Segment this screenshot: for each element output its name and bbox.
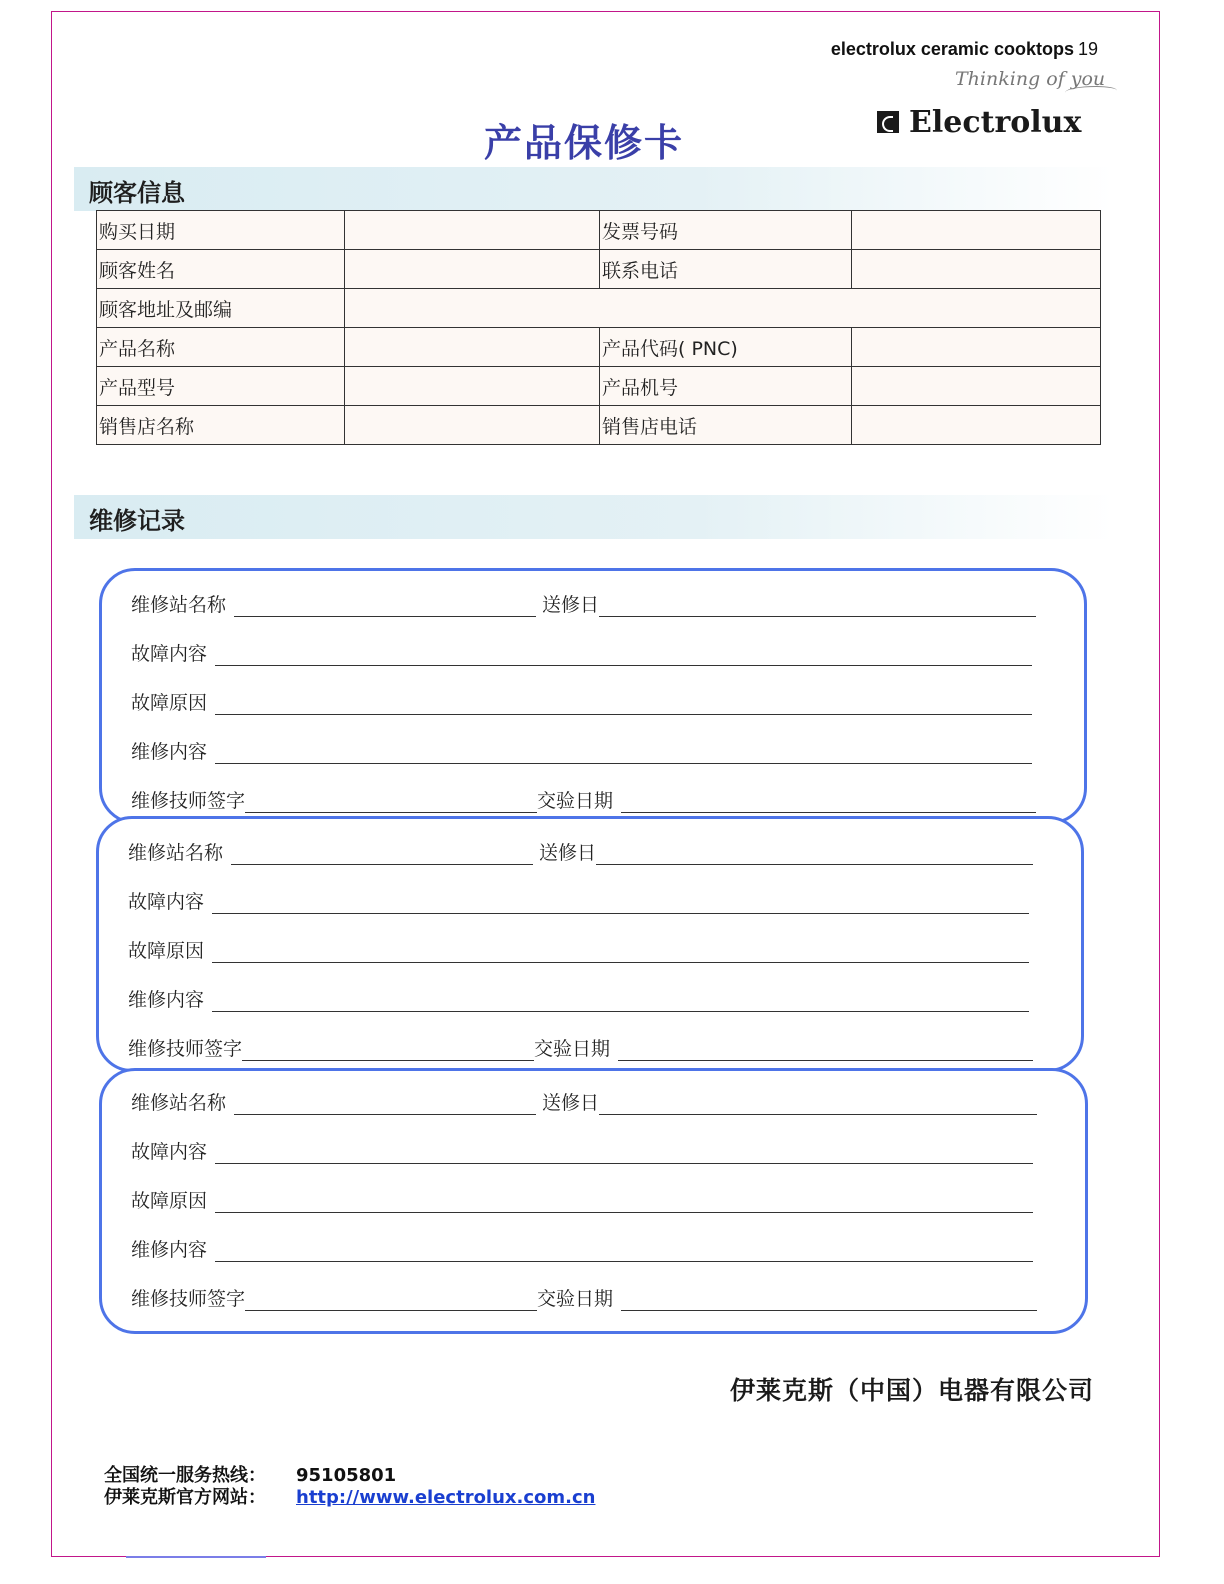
record-line-fault-cause <box>131 685 1032 715</box>
label-serial-number: 产品机号 <box>600 367 852 406</box>
brand-tagline: Thinking of you <box>955 68 1106 90</box>
record-line-fault-content <box>128 884 1029 914</box>
record-line-repair-content <box>131 1232 1033 1262</box>
repair-content-field[interactable] <box>212 989 1029 1012</box>
station-field[interactable] <box>234 594 536 617</box>
table-row <box>97 328 1101 367</box>
table-row <box>97 406 1101 445</box>
label-product-model: 产品型号 <box>97 367 345 406</box>
send-date-label: 送修日 <box>542 1092 600 1114</box>
repair-record-2 <box>96 816 1084 1072</box>
page-title: 产品保修卡 <box>484 121 685 165</box>
technician-signature-label: 维修技师签字 <box>131 1288 246 1310</box>
acceptance-date-field[interactable] <box>621 1288 1037 1311</box>
label-store-phone: 销售店电话 <box>600 406 852 445</box>
repair-content-field[interactable] <box>215 741 1032 764</box>
hotline-label: 全国统一服务热线： <box>104 1465 266 1486</box>
fault-content-label: 故障内容 <box>128 891 205 913</box>
acceptance-date-field[interactable] <box>621 790 1036 813</box>
acceptance-date-label: 交验日期 <box>534 1038 611 1060</box>
record-line-station <box>131 587 1036 617</box>
send-date-field[interactable] <box>599 594 1036 617</box>
brand-name: Electrolux <box>909 104 1082 140</box>
label-address-postcode: 顾客地址及邮编 <box>97 289 345 328</box>
fault-cause-field[interactable] <box>215 692 1032 715</box>
fault-content-field[interactable] <box>212 891 1029 914</box>
record-line-signature <box>128 1031 1033 1061</box>
website-label: 伊莱克斯官方网站： <box>104 1487 266 1508</box>
bottom-accent-line <box>126 1556 266 1558</box>
label-customer-name: 顾客姓名 <box>97 250 345 289</box>
technician-signature-label: 维修技师签字 <box>131 790 246 812</box>
brand-logo <box>877 102 1081 142</box>
field-product-name[interactable] <box>345 328 600 367</box>
record-line-fault-content <box>131 636 1032 666</box>
record-line-signature <box>131 783 1036 813</box>
record-line-fault-cause <box>131 1183 1033 1213</box>
website-row <box>104 1487 595 1509</box>
station-field[interactable] <box>234 1092 536 1115</box>
record-line-station <box>128 835 1033 865</box>
technician-signature-field[interactable] <box>242 1038 534 1061</box>
hotline-number: 95105801 <box>296 1465 397 1486</box>
acceptance-date-label: 交验日期 <box>537 1288 614 1310</box>
label-store-name: 销售店名称 <box>97 406 345 445</box>
repair-section-header <box>74 495 1114 539</box>
label-product-code: 产品代码( PNC) <box>600 328 852 367</box>
send-date-label: 送修日 <box>542 594 600 616</box>
send-date-label: 送修日 <box>539 842 597 864</box>
field-store-phone[interactable] <box>852 406 1101 445</box>
repair-record-3 <box>99 1068 1088 1334</box>
company-name: 伊莱克斯（中国）电器有限公司 <box>729 1376 1094 1405</box>
field-purchase-date[interactable] <box>345 211 600 250</box>
repair-content-label: 维修内容 <box>128 989 205 1011</box>
field-customer-name[interactable] <box>345 250 600 289</box>
send-date-field[interactable] <box>599 1092 1037 1115</box>
technician-signature-field[interactable] <box>245 1288 537 1311</box>
repair-content-label: 维修内容 <box>131 1239 208 1261</box>
table-row <box>97 289 1101 328</box>
field-contact-phone[interactable] <box>852 250 1101 289</box>
field-address-postcode[interactable] <box>345 289 1101 328</box>
label-contact-phone: 联系电话 <box>600 250 852 289</box>
technician-signature-label: 维修技师签字 <box>128 1038 243 1060</box>
record-line-fault-content <box>131 1134 1033 1164</box>
record-line-repair-content <box>131 734 1032 764</box>
customer-section-title: 顾客信息 <box>89 179 185 207</box>
station-label: 维修站名称 <box>128 842 224 864</box>
label-product-name: 产品名称 <box>97 328 345 367</box>
contact-info <box>104 1465 595 1509</box>
station-field[interactable] <box>231 842 533 865</box>
record-line-fault-cause <box>128 933 1029 963</box>
station-label: 维修站名称 <box>131 594 227 616</box>
acceptance-date-label: 交验日期 <box>537 790 614 812</box>
fault-cause-field[interactable] <box>215 1190 1033 1213</box>
page-header <box>831 39 1098 60</box>
tagline-swoosh <box>1065 86 1117 97</box>
technician-signature-field[interactable] <box>245 790 537 813</box>
hotline-row <box>104 1465 595 1487</box>
table-row <box>97 211 1101 250</box>
fault-content-field[interactable] <box>215 643 1032 666</box>
record-line-repair-content <box>128 982 1029 1012</box>
field-serial-number[interactable] <box>852 367 1101 406</box>
fault-cause-label: 故障原因 <box>131 1190 208 1212</box>
page-number: 19 <box>1077 39 1098 59</box>
fault-cause-label: 故障原因 <box>128 940 205 962</box>
send-date-field[interactable] <box>596 842 1033 865</box>
repair-content-field[interactable] <box>215 1239 1033 1262</box>
fault-content-label: 故障内容 <box>131 643 208 665</box>
fault-content-field[interactable] <box>215 1141 1033 1164</box>
label-purchase-date: 购买日期 <box>97 211 345 250</box>
repair-record-1 <box>99 568 1087 824</box>
acceptance-date-field[interactable] <box>618 1038 1033 1061</box>
electrolux-logo-icon <box>877 111 899 133</box>
label-invoice-number: 发票号码 <box>600 211 852 250</box>
product-line: electrolux ceramic cooktops <box>830 39 1074 59</box>
record-line-signature <box>131 1281 1037 1311</box>
table-row <box>97 250 1101 289</box>
station-label: 维修站名称 <box>131 1092 227 1114</box>
field-product-code[interactable] <box>852 328 1101 367</box>
customer-section-header <box>74 167 1114 211</box>
fault-cause-label: 故障原因 <box>131 692 208 714</box>
table-row <box>97 367 1101 406</box>
fault-content-label: 故障内容 <box>131 1141 208 1163</box>
field-product-model[interactable] <box>345 367 600 406</box>
fault-cause-field[interactable] <box>212 940 1029 963</box>
website-link[interactable]: http://www.electrolux.com.cn <box>296 1487 596 1508</box>
repair-section-title: 维修记录 <box>89 507 185 535</box>
field-invoice-number[interactable] <box>852 211 1101 250</box>
record-line-station <box>131 1085 1037 1115</box>
customer-info-table <box>96 210 1101 445</box>
field-store-name[interactable] <box>345 406 600 445</box>
repair-content-label: 维修内容 <box>131 741 208 763</box>
